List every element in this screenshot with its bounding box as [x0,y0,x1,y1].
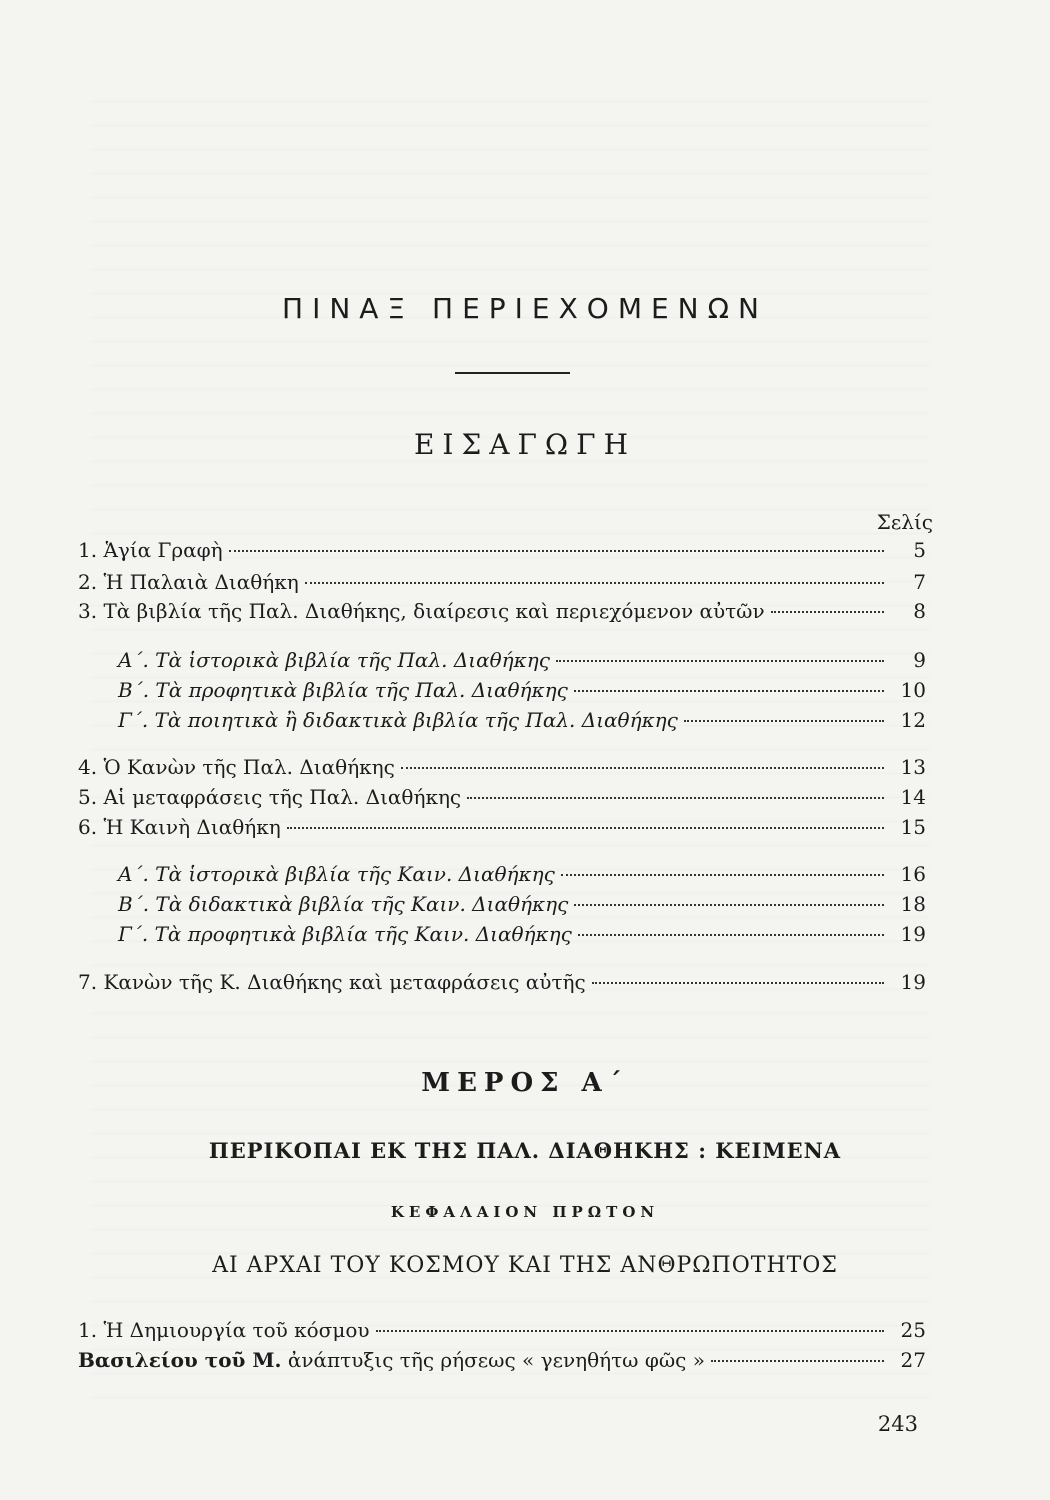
dot-leader [578,934,884,936]
toc-subentry [118,708,926,732]
page-column-label: Σελίς [876,510,933,534]
dot-leader [684,720,884,722]
toc-subentry [118,922,926,946]
toc-entry-label: 5. Αἱ μεταφράσεις τῆς Παλ. Διαθήκης [78,785,462,809]
toc-subentry [118,678,926,702]
dot-leader [771,611,884,613]
toc-entry [78,599,926,623]
dot-leader [574,690,884,692]
toc-entry-label: Α΄. Τὰ ἱστορικὰ βιβλία τῆς Καιν. Διαθήκης [118,862,555,886]
toc-entry-page: 13 [900,755,926,779]
dot-leader [305,582,884,584]
chapter-label: ΚΕΦΑΛΑΙΟΝ ΠΡΩΤΟΝ [390,1203,660,1221]
toc-entry-page: 12 [900,708,926,732]
toc-entry [78,1348,926,1372]
title-divider [455,372,570,374]
part-subtitle: ΠΕΡΙΚΟΠΑΙ ΕΚ ΤΗΣ ΠΑΛ. ΔΙΑΘΗΚΗΣ : ΚΕΙΜΕΝΑ [208,1138,842,1163]
toc-entry-label: ἀνάπτυξις τῆς ρήσεως « γενηθήτω φῶς » [281,1348,705,1372]
dot-leader [401,767,884,769]
toc-entry-label: 7. Κανὼν τῆς Κ. Διαθήκης καὶ μεταφράσεις αὐτῆς [78,970,586,994]
toc-entry [78,815,926,839]
toc-entry-label: 2. Ἡ Παλαιὰ Διαθήκη [78,570,299,594]
toc-entry-page: 19 [900,922,926,946]
toc-entry-page: 25 [900,1318,926,1342]
toc-entry-page: 8 [913,599,926,623]
chapter-title: ΑΙ ΑΡΧΑΙ ΤΟΥ ΚΟΣΜΟΥ ΚΑΙ ΤΗΣ ΑΝΘΡΩΠΟΤΗΤΟΣ [212,1253,838,1278]
toc-entry-label: 4. Ὁ Κανὼν τῆς Παλ. Διαθήκης [78,755,395,779]
toc-entry-label: 1. Ἁγία Γραφὴ [78,538,223,562]
toc-subentry [118,892,926,916]
dot-leader [467,797,884,799]
toc-entry [78,538,926,562]
dot-leader [229,550,884,552]
section-title-introduction: ΕΙΣΑΓΩΓΗ [413,428,636,461]
toc-entry [78,1318,926,1342]
toc-entry-label: Α΄. Τὰ ἱστορικὰ βιβλία τῆς Παλ. Διαθήκης [118,648,550,672]
toc-entry-page: 7 [913,570,926,594]
toc-entry [78,755,926,779]
toc-entry-page: 5 [913,538,926,562]
toc-entry-page: 15 [900,815,926,839]
toc-entry-author: Βασιλείου τοῦ Μ. [78,1348,282,1372]
toc-subentry [118,648,926,672]
toc-subentry [118,862,926,886]
toc-entry-page: 16 [900,862,926,886]
toc-entry-page: 27 [900,1348,926,1372]
toc-entry [78,785,926,809]
toc-entry-label-group [78,1348,705,1372]
toc-entry-page: 19 [900,970,926,994]
toc-entry-page: 14 [900,785,926,809]
page-title: ΠΙΝΑΞ ΠΕΡΙΕΧΟΜΕΝΩΝ [282,292,768,325]
dot-leader [711,1360,884,1362]
dot-leader [561,874,884,876]
toc-entry-page: 10 [900,678,926,702]
dot-leader [376,1330,884,1332]
dot-leader [592,982,884,984]
toc-entry-label: Γ΄. Τὰ προφητικὰ βιβλία τῆς Καιν. Διαθήκης [118,922,572,946]
toc-entry-label: Β΄. Τὰ προφητικὰ βιβλία τῆς Παλ. Διαθήκης [118,678,568,702]
toc-entry-page: 9 [913,648,926,672]
toc-entry [78,570,926,594]
page-number: 243 [877,1412,918,1436]
toc-entry-label: Γ΄. Τὰ ποιητικὰ ἢ διδακτικὰ βιβλία τῆς Παλ. Διαθήκης [118,708,678,732]
dot-leader [287,827,884,829]
dot-leader [574,904,884,906]
toc-entry-label: 1. Ἡ Δημιουργία τοῦ κόσμου [78,1318,370,1342]
toc-entry-label: Β΄. Τὰ διδακτικὰ βιβλία τῆς Καιν. Διαθήκης [118,892,569,916]
toc-entry-label: 6. Ἡ Καινὴ Διαθήκη [78,815,281,839]
part-title: ΜΕΡΟΣ Α΄ [421,1068,629,1098]
toc-entry-label: 3. Τὰ βιβλία τῆς Παλ. Διαθήκης, διαίρεσις καὶ περιεχόμενον αὐτῶν [78,599,765,623]
dot-leader [556,660,884,662]
toc-entry-page: 18 [900,892,926,916]
toc-entry [78,970,926,994]
